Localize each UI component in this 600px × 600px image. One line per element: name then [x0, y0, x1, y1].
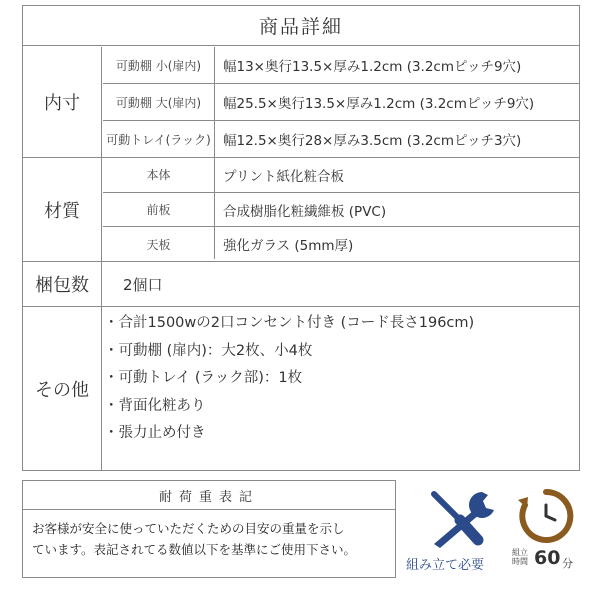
time-badge [512, 488, 584, 578]
load-title: 耐荷重表記 [23, 481, 395, 510]
list-item: ・背面化粧あり [104, 397, 206, 414]
dimension-name: 可動棚 小(扉内) [115, 58, 202, 73]
page-title: 商品詳細 [23, 6, 579, 46]
time-label: 組立時間 [512, 548, 528, 566]
material-name: 本体 [146, 168, 171, 182]
material-label: 材質 [23, 158, 102, 262]
package-label: 梱包数 [23, 262, 102, 306]
load-line: お客様が安全に使っていただくための目安の重量を示し [32, 521, 345, 536]
divider [23, 261, 579, 262]
list-item: ・合計1500wの2口コンセント付き (コード長さ196cm) [104, 315, 475, 331]
dimension-name: 可動トレイ(ラック) [106, 132, 211, 147]
dimensions-label: 内寸 [23, 47, 102, 157]
other-list [104, 310, 474, 448]
dimension-name: 可動棚 大(扉内) [115, 95, 202, 110]
load-line: ています。表記されてる数値以下を基準にご使用下さい。 [32, 542, 357, 557]
list-item: ・可動棚 (扉内)：大2枚、小4枚 [104, 342, 313, 359]
clock-icon [514, 488, 578, 544]
load-description [23, 510, 395, 560]
material-value: 強化ガラス (5mm厚) [223, 238, 354, 254]
material-name: 天板 [146, 237, 171, 252]
dimension-value: 幅13×奥行13.5×厚み1.2cm (3.2cmピッチ9穴) [223, 59, 522, 75]
time-value: 60 [534, 547, 561, 569]
divider [214, 47, 215, 259]
time-unit: 分 [562, 557, 573, 570]
load-notice [22, 480, 396, 578]
tools-icon [404, 488, 504, 550]
other-label: その他 [23, 307, 102, 470]
assembly-label: 組み立て必要 [406, 558, 485, 573]
assembly-badge [404, 488, 506, 578]
list-item: ・可動トレイ (ラック部)：1枚 [104, 370, 303, 386]
dimension-value: 幅25.5×奥行13.5×厚み1.2cm (3.2cmピッチ9穴) [223, 96, 535, 112]
package-value: 2個口 [123, 275, 163, 294]
material-name: 前板 [146, 203, 171, 217]
divider [23, 306, 579, 307]
list-item: ・張力止め付き [104, 425, 206, 441]
material-value: プリント紙化粧合板 [223, 168, 344, 185]
dimension-value: 幅12.5×奥行28×厚み3.5cm (3.2cmピッチ3穴) [223, 133, 522, 149]
material-value: 合成樹脂化粧繊維板 (PVC) [223, 203, 387, 220]
